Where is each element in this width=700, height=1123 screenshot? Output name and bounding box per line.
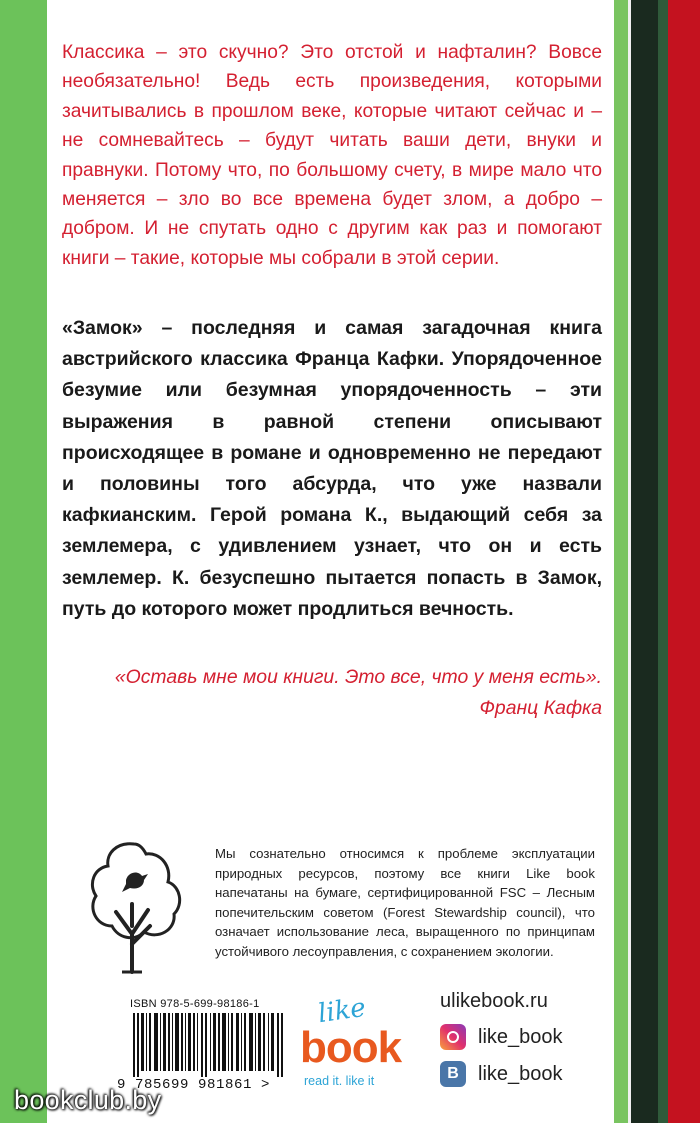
spine-stripe-dark [631,0,658,1123]
instagram-handle: like_book [478,1025,563,1048]
instagram-contact[interactable] [440,1024,563,1050]
logo-book-text: book [300,1023,402,1072]
left-green-stripe [0,0,47,1123]
logo-like-text: like [316,992,368,1030]
barcode-digits: 9 785699 981861 > [117,1077,271,1093]
book-description: «Замок» – последняя и самая загадочная книга австрийского классика Франца Кафки. Упорядоченное безумие или безумная упорядоченность – эти выражения в равной степени описывают происходящее в романе и одновременно не передают и половины того абсурда, что уже назвали кафкианским. Герой романа К., выдающий себя за землемера, с удивлением узнает, что он и есть землемер. К. безуспешно пытается попасть в Замок, путь до которого может продлиться вечность. [62,317,602,620]
isbn-label: ISBN 978-5-699-98186-1 [130,998,260,1010]
website-link[interactable]: ulikebook.ru [440,990,548,1012]
instagram-icon [440,1024,466,1050]
series-intro-text: Классика – это скучно? Это отстой и нафталин? Вовсе необязательно! Ведь есть произведения, которыми зачитывались в прошлом веке, которые читают сейчас и – не сомневайтесь – будут читать ваши дети, внуки и правнуки. Потому что, по большому счету, в мире мало что меняется – зло во все времена будет злом, а добро – добром. И не спутать одно с другим как раз и помогают книги – такие, которые мы собрали в этой серии. [62,42,602,269]
logo-slogan: read it. like it [304,1074,375,1088]
spine-stripes [614,0,700,1123]
likebook-logo [300,992,414,1092]
watermark: bookclub.by [14,1085,162,1115]
author-quote [62,662,602,724]
spine-stripe-green [614,0,628,1123]
vk-contact[interactable] [440,1061,563,1087]
eco-note: Мы сознательно относимся к проблеме эксплуатации природных ресурсов, поэтому все книги Like book напечатаны на бумаге, сертифицированной FSC – Лесным попечительским советом (Forest Stewardship council), что означает использование леса, выращенного по принципам устойчивого лесоуправления, с сохранением экологии. [215,846,595,959]
spine-stripe-red [668,0,700,1123]
quote-author: Франц Кафка [479,697,602,719]
spine-stripe-darkgreen [658,0,668,1123]
vk-handle: like_book [478,1062,563,1085]
tree-bird-icon [86,834,182,974]
vk-icon: B [440,1061,466,1087]
barcode [133,1013,285,1077]
quote-text: «Оставь мне мои книги. Это все, что у меня есть». [114,666,602,688]
